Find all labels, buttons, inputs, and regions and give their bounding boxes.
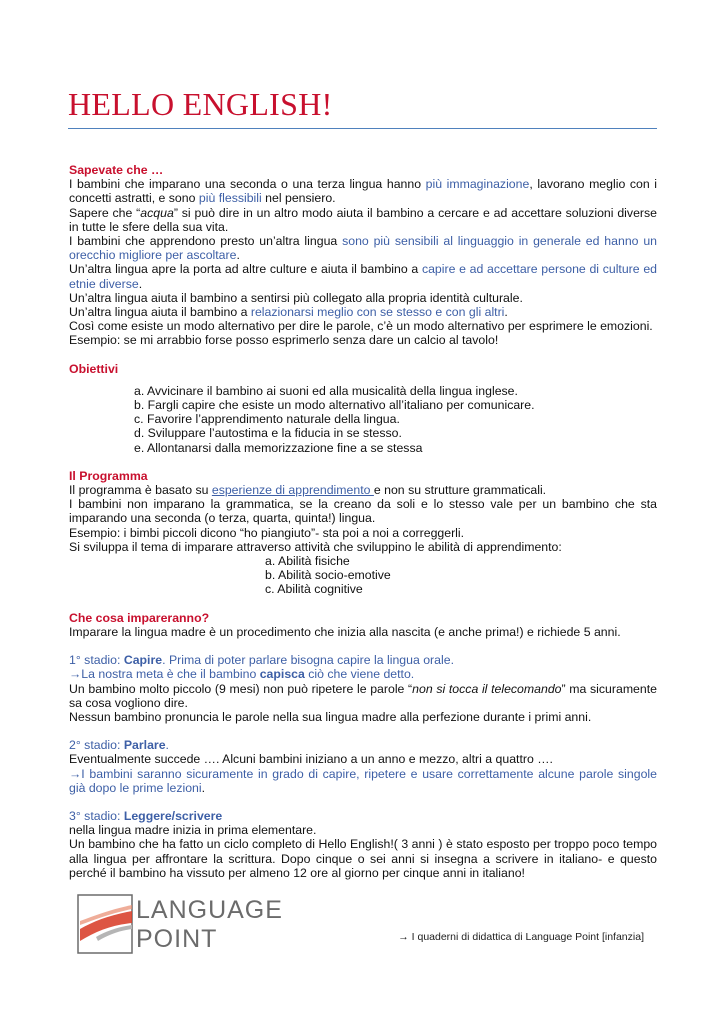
text: I bambini che imparano una seconda o una terza lingua hanno — [69, 177, 426, 192]
logo-text-line1: LANGUAGE — [136, 896, 283, 924]
list-item: a. Abilità fisiche — [265, 554, 350, 569]
paragraph: Un bambino che ha fatto un ciclo completo di Hello English!( 3 anni ) è stato esposto per troppo poco tempo alla lingua per affrontare la scrittura. Dopo cinque o sei anni si insegna a scrivere in italiano- e questo perché il bambino ha vissuto per almeno 12 ore al giorno per cinque anni in italiano! — [69, 837, 657, 880]
paragraph — [69, 682, 657, 710]
list-item: b. Abilità socio-emotive — [265, 568, 391, 583]
logo-text-line2: POINT — [136, 925, 218, 953]
highlight-text: più flessibili — [198, 191, 262, 206]
abilities-list — [69, 554, 657, 597]
text: 3° stadio: — [69, 808, 124, 823]
paragraph: I bambini non imparano la grammatica, se la creano da soli e lo stesso vale per un bambino che sta imparando una seconda (o terza, quarta, quinta!) lingua. — [69, 497, 657, 526]
text: Un’altra lingua apre la porta ad altre culture e aiuta il bambino a — [69, 262, 422, 277]
paragraph — [69, 177, 657, 205]
paragraph: Esempio: se mi arrabbio forse posso esprimerlo senza dare un calcio al tavolo! — [69, 333, 499, 348]
text: . — [201, 780, 206, 795]
paragraph: Si sviluppa il tema di imparare attraverso attività che sviluppino le abilità di apprendimento: — [69, 539, 562, 554]
document-body — [69, 163, 657, 880]
text: nel pensiero. — [261, 191, 336, 206]
stage-2-heading — [69, 738, 657, 752]
stage-3-heading — [69, 809, 657, 823]
highlight-text: sono più sensibili al linguaggio in generale ed hanno un orecchio migliore per ascoltare — [69, 234, 657, 263]
paragraph — [69, 206, 657, 234]
paragraph — [69, 483, 657, 497]
paragraph — [69, 234, 657, 262]
bold-text: Leggere/scrivere — [123, 808, 223, 823]
spacer — [69, 376, 657, 384]
footer-note: → I quaderni di didattica di Language Point [infanzia] — [398, 931, 644, 943]
title-divider — [68, 128, 657, 129]
paragraph: Così come esiste un modo alternativo per dire le parole, c’è un modo alternativo per esprimere le emozioni. — [69, 319, 653, 334]
spacer — [69, 795, 657, 809]
list-item: a. Avvicinare il bambino ai suoni ed alla musicalità della lingua inglese. — [134, 383, 518, 398]
paragraph: Un’altra lingua aiuta il bambino a sentirsi più collegato alla propria identità culturale. — [69, 290, 523, 305]
text: . — [138, 276, 143, 291]
list-item: e. Allontanarsi dalla memorizzazione fine a se stessa — [134, 440, 423, 455]
highlight-text: →I bambini saranno sicuramente in grado di capire, ripetere e usare correttamente alcune parole singole già dopo le prime lezioni — [69, 766, 657, 795]
highlight-text: esperienze di apprendimento — [211, 483, 374, 498]
paragraph: Esempio: i bimbi piccoli dicono “ho piangiuto”- sta poi a noi a correggerli. — [69, 525, 465, 540]
paragraph: Nessun bambino pronuncia le parole nella sua lingua madre alla perfezione durante i primi anni. — [69, 709, 592, 724]
highlight-text: relazionarsi meglio con se stesso e con gli altri — [250, 305, 505, 320]
text: ” si può dire in un altro modo aiuta il bambino a cercare e ad accettare soluzioni diverse in tutte le sfere della sua vita. — [69, 205, 657, 234]
spacer — [69, 724, 657, 738]
text: 2° stadio: — [69, 738, 124, 753]
highlight-text: più immaginazione — [425, 177, 530, 192]
text: ” ma sicuramente sa cosa vogliono dire. — [69, 681, 657, 710]
spacer — [69, 597, 657, 611]
logo-mark-icon — [76, 893, 134, 955]
paragraph — [69, 767, 657, 795]
text: e non su strutture grammaticali. — [373, 483, 547, 498]
text: 1° stadio: — [69, 653, 124, 668]
paragraph — [69, 305, 657, 319]
paragraph: Eventualmente succede …. Alcuni bambini iniziano a un anno e mezzo, altri a quattro …. — [69, 752, 553, 767]
text: Un’altra lingua aiuta il bambino a — [69, 305, 251, 320]
list-item: b. Fargli capire che esiste un modo alternativo all’italiano per comunicare. — [134, 398, 535, 413]
section-heading-obiettivi: Obiettivi — [69, 361, 119, 376]
language-point-logo — [76, 893, 281, 955]
spacer — [69, 348, 657, 362]
list-item: d. Sviluppare l’autostima e la fiducia in se stesso. — [134, 426, 402, 441]
list-item: c. Favorire l’apprendimento naturale della lingua. — [134, 412, 400, 427]
section-heading-programma: Il Programma — [69, 468, 148, 483]
text: . Prima di poter parlare bisogna capire la lingua orale. — [162, 653, 454, 668]
page-title: HELLO ENGLISH! — [68, 86, 333, 122]
bold-text: Capire — [123, 653, 163, 668]
section-heading-sapevate: Sapevate che … — [69, 163, 164, 177]
text: Il programma è basato su — [69, 483, 212, 498]
text: ciò che viene detto. — [304, 667, 415, 682]
text: . — [236, 248, 240, 263]
bold-text: capisca — [259, 667, 305, 682]
bold-text: Parlare — [123, 738, 166, 753]
stage-1-heading — [69, 653, 657, 667]
text: . — [165, 738, 169, 753]
spacer — [69, 639, 657, 653]
text: Sapere che “ — [69, 205, 141, 220]
italic-text: acqua — [140, 205, 174, 220]
paragraph — [69, 667, 657, 681]
objectives-list — [69, 384, 657, 455]
text: I bambini che apprendono presto un’altra lingua — [69, 234, 343, 249]
text: Un bambino molto piccolo (9 mesi) non può ripetere le parole “ — [69, 681, 413, 696]
section-heading-impareranno: Che cosa impareranno? — [69, 610, 210, 625]
text: . — [504, 305, 508, 320]
paragraph — [69, 262, 657, 290]
paragraph: nella lingua madre inizia in prima elementare. — [69, 823, 317, 838]
paragraph: Imparare la lingua madre è un procedimento che inizia alla nascita (e anche prima!) e richiede 5 anni. — [69, 624, 621, 639]
spacer — [69, 455, 657, 469]
text: , lavorano meglio con i concetti astratti, e sono — [69, 177, 657, 206]
list-item: c. Abilità cognitive — [265, 582, 363, 597]
italic-text: non si tocca il telecomando — [412, 681, 562, 696]
highlight-text: capire e ad accettare persone di culture ed etnie diverse — [69, 262, 657, 291]
text: →La nostra meta è che il bambino — [69, 667, 260, 682]
